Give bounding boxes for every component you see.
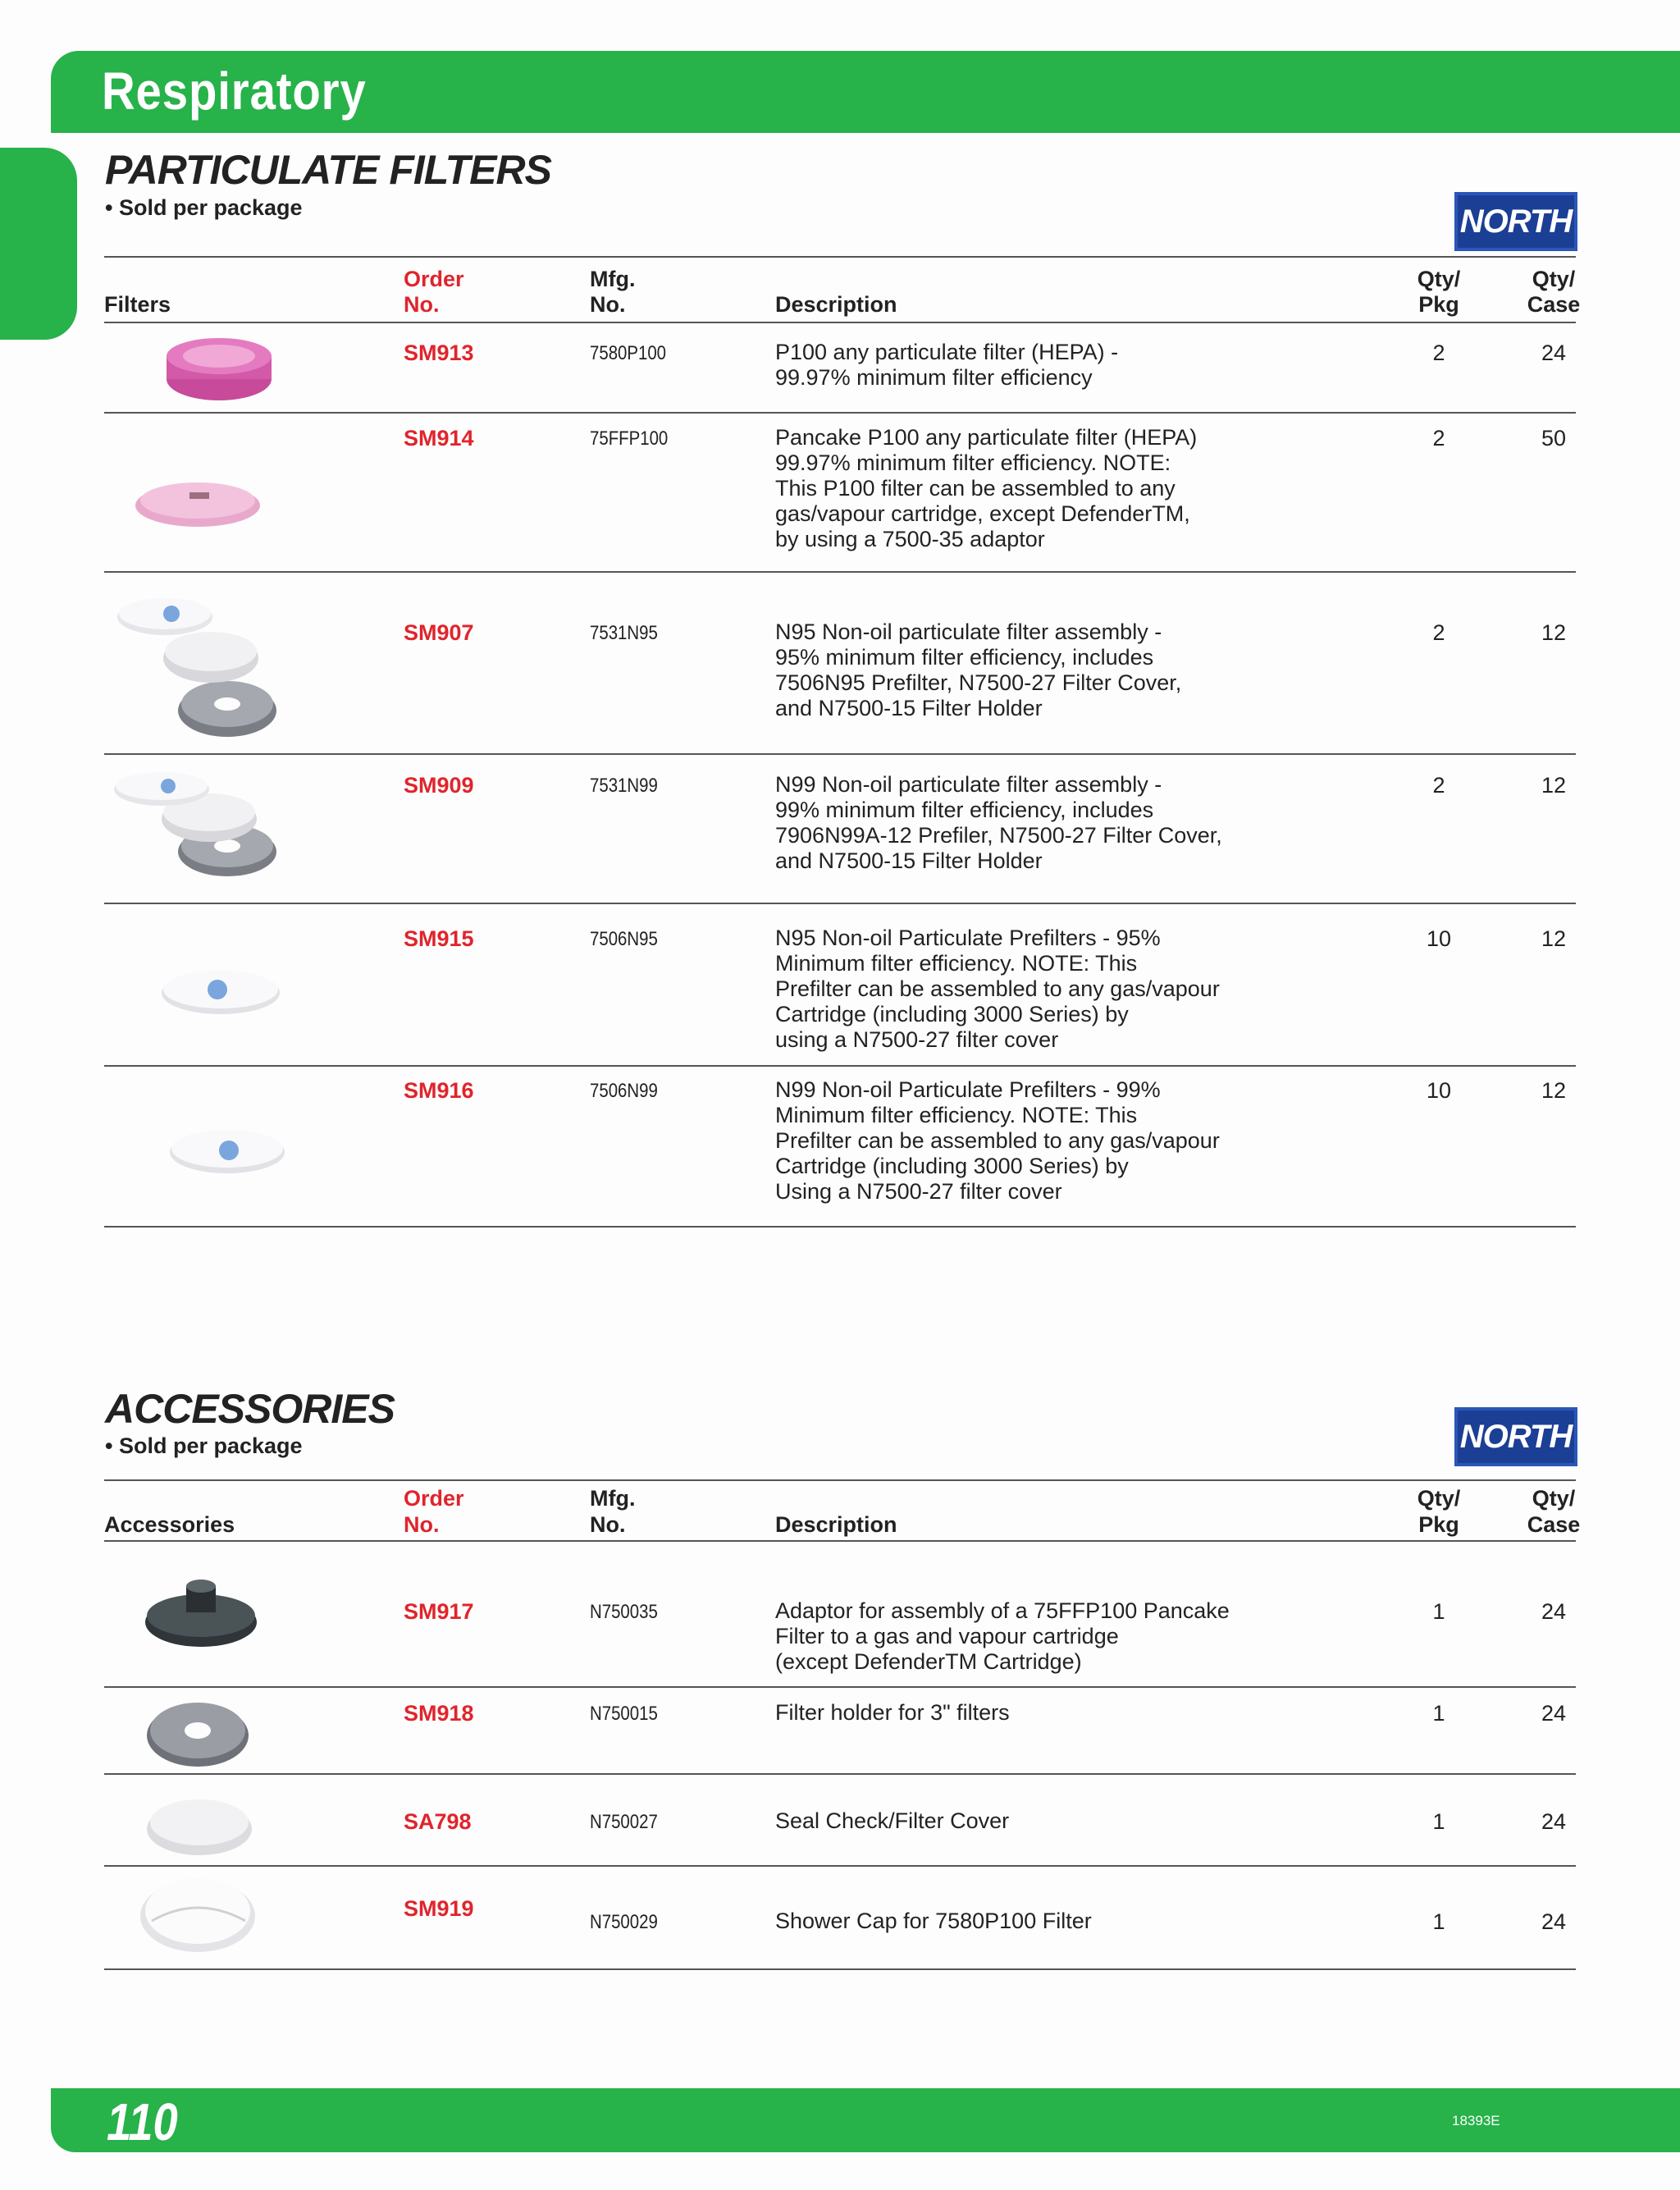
filter-assembly-icon [104, 755, 309, 903]
filter-holder-icon [104, 1688, 309, 1773]
page-number: 110 [107, 2092, 178, 2151]
mfg-number: N750035 [590, 1601, 658, 1623]
order-number: SM919 [404, 1896, 474, 1921]
side-tab [0, 148, 77, 340]
col-qty-pkg-1: Qty/ [1417, 1486, 1461, 1511]
col-mfg-2: No. [590, 1512, 626, 1537]
accessories-section-title: ACCESSORIES [105, 1386, 395, 1432]
pink-pancake-filter-icon [104, 414, 309, 571]
description: N99 Non-oil Particulate Prefilters - 99% Minimum filter efficiency. NOTE: This Prefilter can be assembled to any gas/vapour Cartridge (including 3000 Series) by Using a N7500-27 filter cover [775, 1077, 1220, 1204]
qty-case: 12 [1541, 926, 1567, 951]
category-title: Respiratory [102, 62, 367, 121]
col-first: Accessories [104, 1512, 235, 1537]
qty-case: 24 [1541, 1599, 1567, 1624]
qty-pkg: 2 [1432, 341, 1445, 365]
table-row [104, 414, 1576, 573]
description: Filter holder for 3" filters [775, 1700, 1010, 1725]
description: P100 any particulate filter (HEPA) - 99.97% minimum filter efficiency [775, 340, 1119, 390]
prefilter-pad-icon [104, 1067, 309, 1226]
qty-pkg: 2 [1432, 426, 1445, 450]
table-row [104, 1867, 1576, 1970]
filter-assembly-icon [104, 573, 309, 753]
col-mfg-1: Mfg. [590, 267, 636, 291]
qty-case: 50 [1541, 426, 1567, 450]
qty-case: 24 [1541, 1701, 1567, 1726]
qty-case: 24 [1541, 1809, 1567, 1834]
qty-case: 24 [1541, 1909, 1567, 1934]
document-id: 18393E [1452, 2113, 1500, 2128]
filters-section-subtitle: • Sold per package [105, 195, 303, 220]
qty-case: 12 [1541, 620, 1567, 645]
shower-cap-icon [104, 1867, 309, 1968]
order-number: SM909 [404, 773, 474, 798]
col-mfg-1: Mfg. [590, 1486, 636, 1511]
order-number: SM914 [404, 426, 474, 450]
order-number: SM916 [404, 1078, 474, 1103]
description: Pancake P100 any particulate filter (HEPA) 99.97% minimum filter efficiency. NOTE: This P100 filter can be assembled to any gas/vapour cartridge, except DefenderTM, by using a 7500-35 adaptor [775, 425, 1198, 551]
table-row [104, 904, 1576, 1067]
description: N95 Non-oil particulate filter assembly - 95% minimum filter efficiency, includes 7506N95 Prefilter, N7500-27 Filter Cover, and N7500-15 Filter Holder [775, 620, 1182, 720]
order-number: SM918 [404, 1701, 474, 1726]
col-qty-case-1: Qty/ [1532, 1486, 1576, 1511]
table-row [104, 322, 1576, 414]
col-mfg-2: No. [590, 292, 626, 317]
order-number: SA798 [404, 1809, 472, 1834]
qty-case: 12 [1541, 1078, 1567, 1103]
col-order-1: Order [404, 1486, 464, 1511]
col-order-1: Order [404, 267, 464, 291]
description: N95 Non-oil Particulate Prefilters - 95% Minimum filter efficiency. NOTE: This Prefilter can be assembled to any gas/vapour Cartridge (including 3000 Series) by using a N7500-27 filter cover [775, 926, 1220, 1052]
col-order-2: No. [404, 292, 440, 317]
description: Seal Check/Filter Cover [775, 1808, 1010, 1833]
col-qty-case-2: Case [1527, 292, 1581, 317]
mfg-number: 75FFP100 [590, 427, 669, 450]
order-number: SM917 [404, 1599, 474, 1624]
accessories-section-subtitle: • Sold per package [105, 1433, 303, 1458]
adaptor-icon [104, 1540, 309, 1686]
qty-pkg: 10 [1426, 926, 1452, 951]
col-qty-case-1: Qty/ [1532, 267, 1576, 291]
qty-pkg: 2 [1432, 620, 1445, 645]
mfg-number: 7531N99 [590, 775, 658, 797]
filters-table-header [104, 256, 1581, 323]
order-number: SM907 [404, 620, 474, 645]
col-order-2: No. [404, 1512, 440, 1537]
north-logo: NORTH [1454, 192, 1577, 251]
mfg-number: N750027 [590, 1811, 658, 1833]
qty-pkg: 1 [1432, 1809, 1445, 1834]
table-row [104, 1688, 1576, 1775]
qty-pkg: 10 [1426, 1078, 1452, 1103]
col-qty-case-2: Case [1527, 1512, 1581, 1537]
pink-cartridge-icon [104, 322, 309, 412]
description: N99 Non-oil particulate filter assembly - 99% minimum filter efficiency, includes 7906N99A-12 Prefiler, N7500-27 Filter Cover, and N7500-15 Filter Holder [775, 772, 1222, 873]
qty-pkg: 1 [1432, 1701, 1445, 1726]
category-header-bar [51, 51, 1680, 133]
description: Shower Cap for 7580P100 Filter [775, 1909, 1092, 1933]
col-first: Filters [104, 292, 171, 317]
table-row [104, 573, 1576, 755]
qty-case: 24 [1541, 341, 1567, 365]
col-description: Description [775, 1512, 897, 1537]
table-row [104, 1540, 1576, 1688]
col-qty-pkg-2: Pkg [1418, 1512, 1459, 1537]
table-row [104, 755, 1576, 904]
page-footer-bar [51, 2088, 1680, 2152]
mfg-number: 7531N95 [590, 622, 658, 644]
mfg-number: 7506N99 [590, 1080, 658, 1102]
qty-pkg: 1 [1432, 1909, 1445, 1934]
filters-section-title: PARTICULATE FILTERS [105, 147, 551, 193]
mfg-number: N750029 [590, 1911, 658, 1933]
prefilter-pad-icon [104, 904, 309, 1065]
north-logo: NORTH [1454, 1407, 1577, 1466]
col-description: Description [775, 292, 897, 317]
mfg-number: N750015 [590, 1703, 658, 1725]
qty-pkg: 2 [1432, 773, 1445, 798]
accessories-table-header [104, 1479, 1581, 1542]
filter-cover-icon [104, 1775, 309, 1865]
order-number: SM915 [404, 926, 474, 951]
description: Adaptor for assembly of a 75FFP100 Pancake Filter to a gas and vapour cartridge (except DefenderTM Cartridge) [775, 1598, 1230, 1674]
order-number: SM913 [404, 341, 474, 365]
col-qty-pkg-2: Pkg [1418, 292, 1459, 317]
mfg-number: 7506N95 [590, 928, 658, 950]
qty-case: 12 [1541, 773, 1567, 798]
table-row [104, 1775, 1576, 1867]
col-qty-pkg-1: Qty/ [1417, 267, 1461, 291]
table-row [104, 1067, 1576, 1228]
mfg-number: 7580P100 [590, 342, 667, 364]
qty-pkg: 1 [1432, 1599, 1445, 1624]
